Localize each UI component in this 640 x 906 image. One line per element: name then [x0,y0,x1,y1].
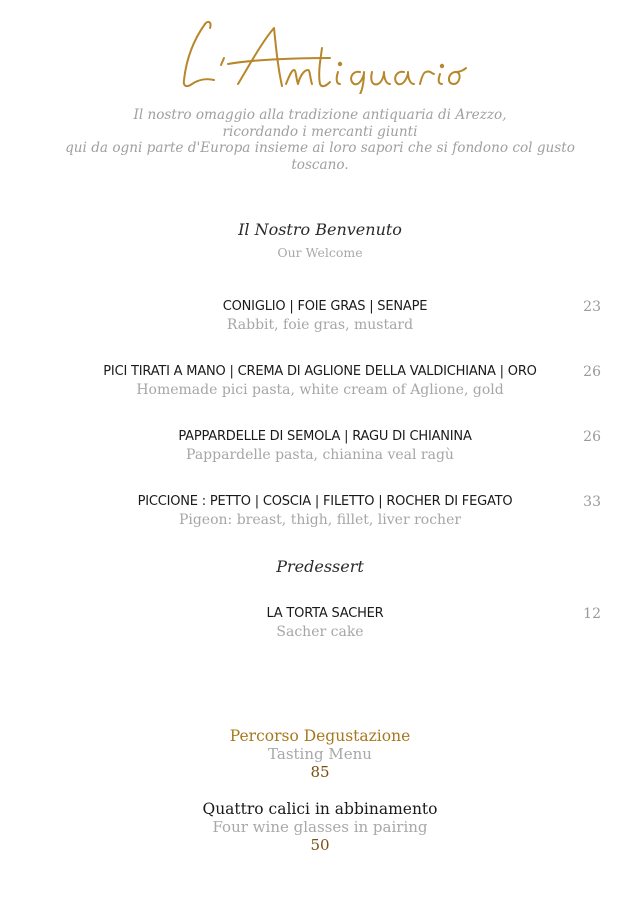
tasting-menu-title: Percorso Degustazione [229,727,411,745]
dish-price: 26 [583,429,601,445]
dish-price: 33 [583,494,601,510]
wine-pairing-price: 50 [310,836,330,854]
dish-price: 23 [583,299,601,315]
dish-name: PICCIONE : PETTO | COSCIA | FILETTO | ROCHER DI FEGATO [137,494,513,509]
section-title-predessert: Predessert [276,557,364,576]
intro-line: toscano. [291,156,349,173]
intro-line: Il nostro omaggio alla tradizione antiquaria di Arezzo, [133,107,507,123]
intro-line: ricordando i mercanti giunti [222,123,418,140]
dish-description: Rabbit, foie gras, mustard [226,317,414,333]
restaurant-logo [0,14,640,94]
tasting-menu-block [0,727,640,781]
tasting-menu-price: 85 [310,763,330,781]
wine-pairing-block [0,800,640,854]
dish-name: PICI TIRATI A MANO | CREMA DI AGLIONE DELLA VALDICHIANA | ORO [103,364,537,379]
intro-paragraph [40,107,600,173]
dish-description: Homemade pici pasta, white cream of Aglione, gold [136,382,504,398]
wine-pairing-subtitle: Four wine glasses in pairing [212,818,428,836]
dish-name: PAPPARDELLE DI SEMOLA | RAGU DI CHIANINA [178,429,472,444]
dish-name: LA TORTA SACHER [266,606,384,621]
dish-description: Sacher cake [276,624,364,640]
tasting-menu-subtitle: Tasting Menu [268,745,372,763]
dish-price: 26 [583,364,601,380]
logo-lettering [0,14,640,94]
dish-name: CONIGLIO | FOIE GRAS | SENAPE [222,299,428,314]
section-subtitle-welcome: Our Welcome [277,245,363,260]
dish-description: Pigeon: breast, thigh, fillet, liver rocher [178,512,462,528]
section-title-welcome: Il Nostro Benvenuto [238,220,402,239]
wine-pairing-title: Quattro calici in abbinamento [202,800,438,818]
dish-description: Pappardelle pasta, chianina veal ragù [186,447,454,463]
dish-price: 12 [583,606,601,622]
intro-line: qui da ogni parte d'Europa insieme ai loro sapori che si fondono col gusto [65,140,575,156]
